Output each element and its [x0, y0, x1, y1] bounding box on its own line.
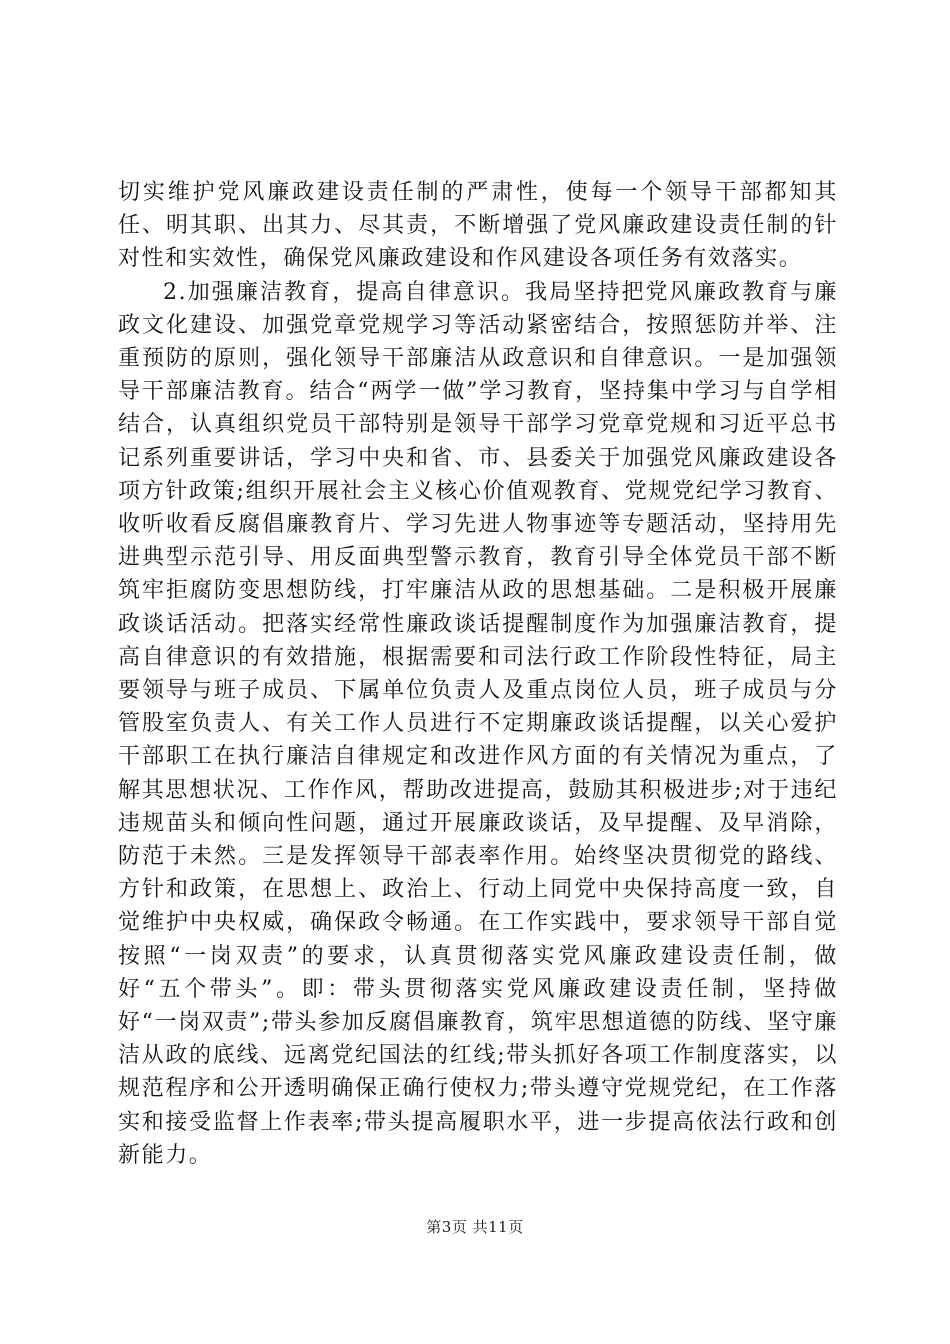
paragraph-section-2: 2.加强廉洁教育，提高自律意识。我局坚持把党风廉政教育与廉政文化建设、加强党章党规学习等活动紧密结合，按照惩防并举、注重预防的原则，强化领导干部廉洁从政意识和自律意识。一是加强领导干部廉洁教育。结合“两学一做”学习教育，坚持集中学习与自学相结合，认真组织党员干部特别是领导干部学习党章党规和习近平总书记系列重要讲话，学习中央和省、市、县委关于加强党风廉政建设各项方针政策;组织开展社会主义核心价值观教育、党规党纪学习教育、收听收看反腐倡廉教育片、学习先进人物事迹等专题活动，坚持用先进典型示范引导、用反面典型警示教育，教育引导全体党员干部不断筑牢拒腐防变思想防线，打牢廉洁从政的思想基础。二是积极开展廉政谈话活动。把落实经常性廉政谈话提醒制度作为加强廉洁教育，提高自律意识的有效措施，根据需要和司法行政工作阶段性特征，局主要领导与班子成员、下属单位负责人及重点岗位人员，班子成员与分管股室负责人、有关工作人员进行不定期廉政谈话提醒，以关心爱护干部职工在执行廉洁自律规定和改进作风方面的有关情况为重点，了解其思想状况、工作作风，帮助改进提高，鼓励其积极进步;对于违纪违规苗头和倾向性问题，通过开展廉政谈话，及早提醒、及早消除，防范于未然。三是发挥领导干部表率作用。始终坚决贯彻党的路线、方针和政策，在思想上、政治上、行动上同党中央保持高度一致，自觉维护中央权威，确保政令畅通。在工作实践中，要求领导干部自觉按照“一岗双责”的要求，认真贯彻落实党风廉政建设责任制，做好“五个带头”。即：带头贯彻落实党风廉政建设责任制，坚持做好“一岗双责”;带头参加反腐倡廉教育，筑牢思想道德的防线、坚守廉洁从政的底线、远离党纪国法的红线;带头抓好各项工作制度落实，以规范程序和公开透明确保正确行使权力;带头遵守党规党纪，在工作落实和接受监督上作表率;带头提高履职水平，进一步提高依法行政和创新能力。 [118, 279, 838, 1168]
body-text [118, 176, 838, 1172]
paragraph-continuation: 切实维护党风廉政建设责任制的严肃性，使每一个领导干部都知其任、明其职、出其力、尽其责，不断增强了党风廉政建设责任制的针对性和实效性，确保党风廉政建设和作风建设各项任务有效落实。 [118, 180, 838, 272]
page-footer: 第3页 共11页 [426, 1218, 524, 1236]
